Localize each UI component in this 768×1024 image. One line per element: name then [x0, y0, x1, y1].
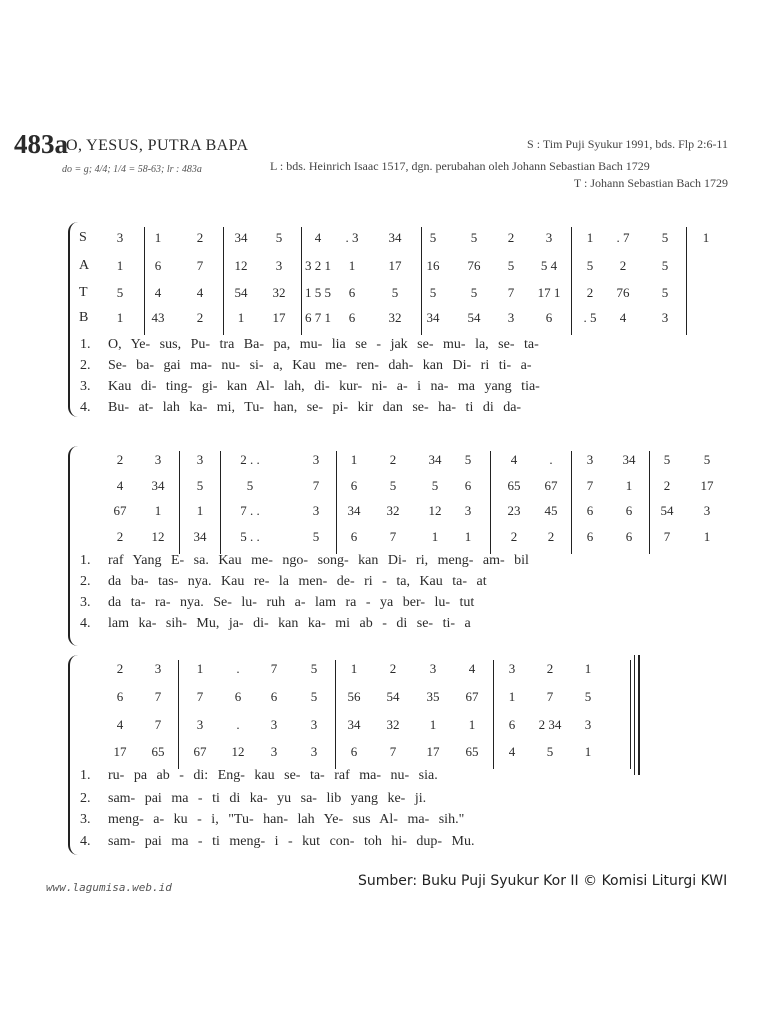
note-cell: 6 [625, 503, 633, 518]
note-cell: 3 [508, 661, 516, 676]
lyric-line: sam- pai ma - ti di ka- yu sa- lib yang ke- ji. [108, 791, 427, 806]
lyric-line: ru- pa ab - di: Eng- kau se- ta- raf ma- nu- sia. [108, 768, 438, 783]
note-cell: 5 [661, 258, 669, 273]
note-cell: 34 [151, 478, 165, 493]
note-cell: 4 [314, 230, 322, 245]
note-cell: 1 [702, 230, 710, 245]
note-cell: 17 [113, 744, 127, 759]
verse-number: 1. [80, 553, 91, 568]
note-cell: 7 [154, 717, 162, 732]
note-cell: 6 [350, 529, 358, 544]
note-cell: 7 . . [240, 503, 260, 518]
bar-line [179, 451, 180, 554]
final-bar [634, 655, 635, 775]
note-cell: 2 34 [538, 717, 562, 732]
note-cell: 5 [464, 452, 472, 467]
note-cell: 45 [544, 503, 558, 518]
melody-credit: L : bds. Heinrich Isaac 1517, dgn. perubahan oleh Johann Sebastian Bach 1729 [270, 159, 650, 173]
note-cell: 5 [116, 285, 124, 300]
note-cell: 54 [234, 285, 248, 300]
note-cell: 3 [545, 230, 553, 245]
note-cell: 12 [428, 503, 442, 518]
note-cell: 3 [661, 310, 669, 325]
tone-credit: T : Johann Sebastian Bach 1729 [573, 176, 728, 190]
verse-number: 3. [80, 595, 91, 610]
note-cell: 76 [616, 285, 630, 300]
note-cell: 6 [234, 689, 242, 704]
note-cell: 3 [312, 503, 320, 518]
note-cell: 5 [275, 230, 283, 245]
note-cell: 2 [196, 310, 204, 325]
bar-line [649, 451, 650, 554]
note-cell: 5 . . [240, 529, 260, 544]
note-cell: 1 [348, 258, 356, 273]
note-cell: 7 [196, 258, 204, 273]
note-cell: 34 [426, 310, 440, 325]
note-cell: 3 [584, 717, 592, 732]
note-cell: 32 [386, 503, 400, 518]
note-cell: 7 [663, 529, 671, 544]
note-cell: 56 [347, 689, 361, 704]
note-cell: 7 [586, 478, 594, 493]
note-cell: 4 [508, 744, 516, 759]
note-cell: 3 [275, 258, 283, 273]
lyric-line: Kau di- ting- gi- kan Al- lah, di- kur- ni- a- i na- ma yang tia- [108, 379, 540, 394]
note-cell: 17 [272, 310, 286, 325]
note-cell: 34 [428, 452, 442, 467]
note-cell: 76 [467, 258, 481, 273]
note-cell: 12 [234, 258, 248, 273]
note-cell: 2 [389, 661, 397, 676]
note-cell: 6 [508, 717, 516, 732]
note-cell: 12 [231, 744, 245, 759]
lyric-line: meng- a- ku - i, "Tu- han- lah Ye- sus Al- ma- sih." [108, 812, 465, 827]
note-cell: 67 [544, 478, 558, 493]
note-cell: 5 [507, 258, 515, 273]
note-cell: 3 2 1 [305, 258, 331, 273]
bar-line [223, 227, 224, 335]
note-cell: 7 [507, 285, 515, 300]
hymn-number: 483a [14, 129, 68, 159]
note-cell: 1 [508, 689, 516, 704]
verse-number: 3. [80, 379, 91, 394]
note-cell: 34 [347, 503, 361, 518]
note-cell: 1 [584, 661, 592, 676]
note-cell: 17 1 [537, 285, 561, 300]
note-cell: 54 [386, 689, 400, 704]
note-cell: 6 [545, 310, 553, 325]
note-cell: 34 [622, 452, 636, 467]
note-cell: 4 [196, 285, 204, 300]
bar-line [144, 227, 145, 335]
note-cell: 6 [270, 689, 278, 704]
note-cell: 1 [154, 503, 162, 518]
note-cell: 1 [196, 503, 204, 518]
note-cell: 1 [464, 529, 472, 544]
note-cell: 3 [196, 717, 204, 732]
note-cell: 6 [586, 503, 594, 518]
note-cell: 65 [507, 478, 521, 493]
note-cell: 6 [350, 478, 358, 493]
source-credit: Sumber: Buku Puji Syukur Kor II © Komisi Liturgi KWI [358, 873, 728, 889]
voice-label: B [79, 310, 89, 325]
verse-number: 2. [80, 358, 91, 373]
note-cell: 7 [154, 689, 162, 704]
note-cell: . [549, 452, 553, 467]
note-cell: 7 [312, 478, 320, 493]
note-cell: 7 [389, 744, 397, 759]
note-cell: 6 [464, 478, 472, 493]
note-cell: 17 [388, 258, 402, 273]
note-cell: 4 [619, 310, 627, 325]
bar-line [336, 451, 337, 554]
bar-line [301, 227, 302, 335]
note-cell: 5 [246, 478, 254, 493]
note-cell: 2 [116, 452, 124, 467]
note-cell: 1 5 5 [305, 285, 331, 300]
note-cell: 5 [470, 230, 478, 245]
note-cell: 65 [151, 744, 165, 759]
note-cell: 5 [470, 285, 478, 300]
bar-line [493, 660, 494, 769]
note-cell: 6 [625, 529, 633, 544]
note-cell: 43 [151, 310, 165, 325]
note-cell: 5 [584, 689, 592, 704]
note-cell: 5 [661, 230, 669, 245]
note-cell: 2 [116, 529, 124, 544]
note-cell: 2 [510, 529, 518, 544]
verse-number: 4. [80, 616, 91, 631]
note-cell: 1 [584, 744, 592, 759]
note-cell: 5 [310, 689, 318, 704]
note-cell: 3 [154, 452, 162, 467]
verse-number: 1. [80, 768, 91, 783]
lyric-line: lam ka- sih- Mu, ja- di- kan ka- mi ab - di se- ti- a [108, 616, 471, 631]
note-cell: 4 [154, 285, 162, 300]
final-bar-thick [638, 655, 640, 775]
verse-number: 2. [80, 791, 91, 806]
note-cell: 3 [312, 452, 320, 467]
note-cell: 1 [350, 661, 358, 676]
note-cell: . 7 [616, 230, 630, 245]
note-cell: 1 [154, 230, 162, 245]
note-cell: . 5 [583, 310, 597, 325]
bar-line [630, 660, 631, 769]
note-cell: 3 [310, 744, 318, 759]
note-cell: 7 [546, 689, 554, 704]
lyric-line: Bu- at- lah ka- mi, Tu- han, se- pi- kir dan se- ha- ti di da- [108, 400, 522, 415]
note-cell: 2 . . [240, 452, 260, 467]
bar-line [335, 660, 336, 769]
note-cell: 2 [663, 478, 671, 493]
note-cell: 1 [429, 717, 437, 732]
lyric-line: da ba- tas- nya. Kau re- la men- de- ri - ta, Kau ta- at [108, 574, 487, 589]
note-cell: 35 [426, 689, 440, 704]
note-cell: 2 [546, 661, 554, 676]
note-cell: 34 [347, 717, 361, 732]
verse-number: 3. [80, 812, 91, 827]
note-cell: 2 [196, 230, 204, 245]
note-cell: 5 [431, 478, 439, 493]
lyric-line: Se- ba- gai ma- nu- si- a, Kau me- ren- dah- kan Di- ri ti- a- [108, 358, 532, 373]
note-cell: 6 [154, 258, 162, 273]
note-cell: . [236, 661, 240, 676]
note-cell: 3 [586, 452, 594, 467]
note-cell: 3 [507, 310, 515, 325]
bar-line [220, 451, 221, 554]
note-cell: 1 [237, 310, 245, 325]
note-cell: 32 [388, 310, 402, 325]
note-cell: 5 [703, 452, 711, 467]
bar-line [571, 451, 572, 554]
note-cell: 1 [703, 529, 711, 544]
note-cell: 6 [586, 529, 594, 544]
note-cell: 4 [116, 717, 124, 732]
note-cell: 5 [586, 258, 594, 273]
note-cell: 1 [431, 529, 439, 544]
note-cell: 6 [116, 689, 124, 704]
note-cell: 5 [661, 285, 669, 300]
note-cell: 67 [113, 503, 127, 518]
note-cell: . 3 [345, 230, 359, 245]
note-cell: 16 [426, 258, 440, 273]
note-cell: 2 [619, 258, 627, 273]
verse-number: 1. [80, 337, 91, 352]
voice-label: A [79, 258, 90, 273]
lyric-line: O, Ye- sus, Pu- tra Ba- pa, mu- lia se - jak se- mu- la, se- ta- [108, 337, 539, 352]
note-cell: 34 [193, 529, 207, 544]
lyric-line: sam- pai ma - ti meng- i - kut con- toh hi- dup- Mu. [108, 834, 475, 849]
note-cell: 67 [465, 689, 479, 704]
note-cell: 3 [703, 503, 711, 518]
note-cell: 17 [700, 478, 714, 493]
tempo-info: do = g; 4/4; 1/4 = 58-63; lr : 483a [62, 164, 202, 175]
note-cell: 34 [234, 230, 248, 245]
note-cell: 12 [151, 529, 165, 544]
note-cell: 5 [310, 661, 318, 676]
note-cell: 3 [270, 744, 278, 759]
note-cell: 65 [465, 744, 479, 759]
note-cell: 34 [388, 230, 402, 245]
bar-line [571, 227, 572, 335]
bar-line [421, 227, 422, 335]
note-cell: 54 [467, 310, 481, 325]
note-cell: 23 [507, 503, 521, 518]
bar-line [178, 660, 179, 769]
verse-number: 2. [80, 574, 91, 589]
note-cell: 3 [429, 661, 437, 676]
note-cell: 4 [510, 452, 518, 467]
voice-label: T [79, 285, 88, 300]
note-cell: 32 [272, 285, 286, 300]
verse-number: 4. [80, 834, 91, 849]
note-cell: 5 4 [540, 258, 558, 273]
note-cell: 4 [468, 661, 476, 676]
note-cell: 54 [660, 503, 674, 518]
note-cell: 17 [426, 744, 440, 759]
note-cell: 1 [468, 717, 476, 732]
note-cell: 3 [196, 452, 204, 467]
note-cell: 5 [546, 744, 554, 759]
note-cell: 7 [389, 529, 397, 544]
note-cell: 4 [116, 478, 124, 493]
note-cell: 5 [312, 529, 320, 544]
note-cell: 5 [389, 478, 397, 493]
note-cell: 2 [389, 452, 397, 467]
note-cell: 3 [116, 230, 124, 245]
bar-line [490, 451, 491, 554]
text-credit: S : Tim Puji Syukur 1991, bds. Flp 2:6-11 [527, 137, 728, 151]
note-cell: 6 [350, 744, 358, 759]
source-url: www.lagumisa.web.id [46, 881, 172, 894]
note-cell: 2 [116, 661, 124, 676]
note-cell: 3 [154, 661, 162, 676]
note-cell: 3 [310, 717, 318, 732]
hymn-title: O, YESUS, PUTRA BAPA [66, 137, 249, 154]
note-cell: 5 [429, 230, 437, 245]
note-cell: 67 [193, 744, 207, 759]
note-cell: 32 [386, 717, 400, 732]
note-cell: 6 [348, 310, 356, 325]
note-cell: 1 [196, 661, 204, 676]
note-cell: 7 [270, 661, 278, 676]
note-cell: 2 [586, 285, 594, 300]
note-cell: 2 [547, 529, 555, 544]
note-cell: 6 7 1 [305, 310, 331, 325]
voice-label: S [79, 230, 87, 245]
note-cell: 1 [116, 258, 124, 273]
note-cell: 5 [391, 285, 399, 300]
note-cell: 1 [625, 478, 633, 493]
note-cell: 7 [196, 689, 204, 704]
verse-number: 4. [80, 400, 91, 415]
note-cell: 2 [507, 230, 515, 245]
note-cell: 3 [464, 503, 472, 518]
lyric-line: raf Yang E- sa. Kau me- ngo- song- kan Di- ri, meng- am- bil [108, 553, 529, 568]
note-cell: 1 [116, 310, 124, 325]
note-cell: 5 [663, 452, 671, 467]
note-cell: 1 [586, 230, 594, 245]
note-cell: 1 [350, 452, 358, 467]
note-cell: . [236, 717, 240, 732]
note-cell: 5 [429, 285, 437, 300]
note-cell: 6 [348, 285, 356, 300]
note-cell: 5 [196, 478, 204, 493]
lyric-line: da ta- ra- nya. Se- lu- ruh a- lam ra - ya ber- lu- tut [108, 595, 475, 610]
note-cell: 3 [270, 717, 278, 732]
bar-line [686, 227, 687, 335]
